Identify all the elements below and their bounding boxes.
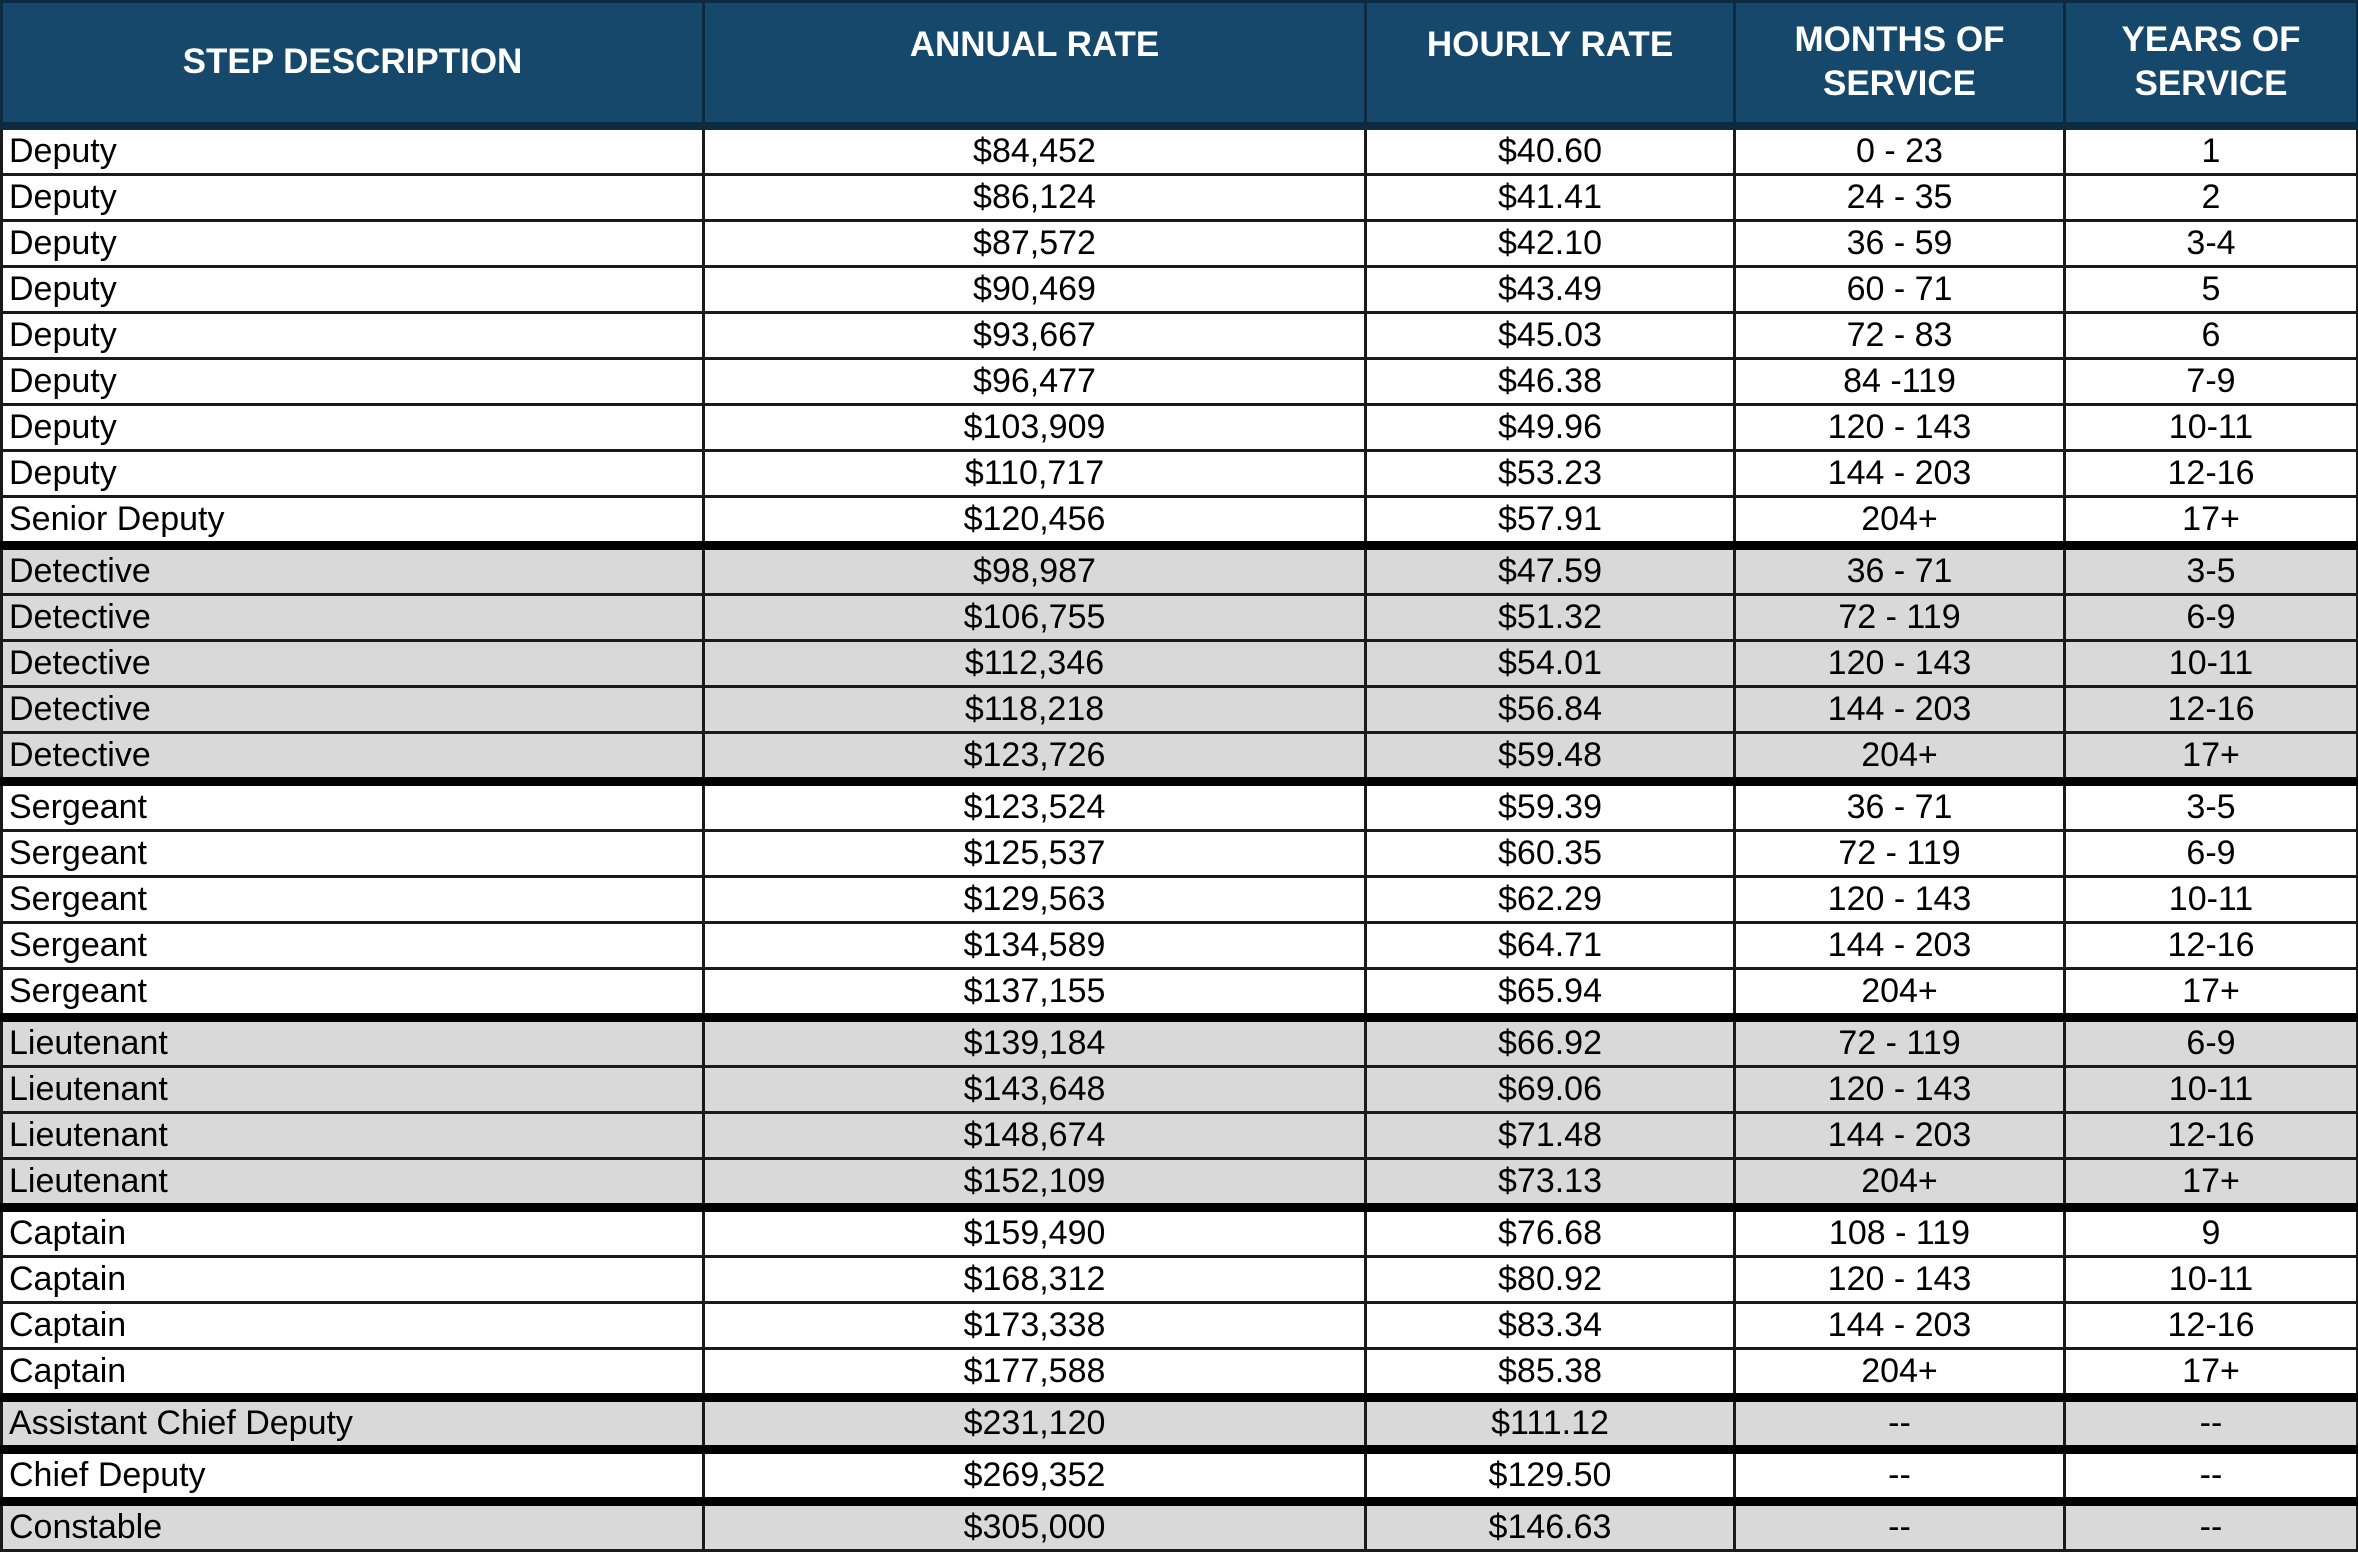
cell-annual-rate: $134,589 xyxy=(704,922,1366,968)
cell-years-of-service: 10-11 xyxy=(2065,1256,2358,1302)
cell-hourly-rate: $54.01 xyxy=(1366,640,1735,686)
cell-years-of-service: 10-11 xyxy=(2065,1066,2358,1112)
cell-months-of-service: 204+ xyxy=(1735,968,2065,1017)
cell-months-of-service: 72 - 83 xyxy=(1735,312,2065,358)
cell-months-of-service: 36 - 71 xyxy=(1735,545,2065,594)
cell-step-description: Detective xyxy=(2,594,704,640)
cell-years-of-service: 17+ xyxy=(2065,1348,2358,1397)
cell-annual-rate: $90,469 xyxy=(704,266,1366,312)
cell-hourly-rate: $73.13 xyxy=(1366,1158,1735,1207)
cell-hourly-rate: $60.35 xyxy=(1366,830,1735,876)
cell-hourly-rate: $53.23 xyxy=(1366,450,1735,496)
cell-annual-rate: $86,124 xyxy=(704,174,1366,220)
cell-hourly-rate: $85.38 xyxy=(1366,1348,1735,1397)
cell-months-of-service: 0 - 23 xyxy=(1735,126,2065,175)
cell-months-of-service: -- xyxy=(1735,1501,2065,1550)
cell-hourly-rate: $46.38 xyxy=(1366,358,1735,404)
cell-annual-rate: $129,563 xyxy=(704,876,1366,922)
cell-years-of-service: 3-5 xyxy=(2065,545,2358,594)
cell-months-of-service: 144 - 203 xyxy=(1735,686,2065,732)
cell-annual-rate: $305,000 xyxy=(704,1501,1366,1550)
cell-annual-rate: $87,572 xyxy=(704,220,1366,266)
cell-months-of-service: 120 - 143 xyxy=(1735,876,2065,922)
cell-months-of-service: -- xyxy=(1735,1397,2065,1449)
cell-annual-rate: $143,648 xyxy=(704,1066,1366,1112)
cell-annual-rate: $159,490 xyxy=(704,1207,1366,1256)
cell-months-of-service: 204+ xyxy=(1735,496,2065,545)
cell-years-of-service: -- xyxy=(2065,1397,2358,1449)
table-row xyxy=(2,1017,2358,1066)
cell-annual-rate: $110,717 xyxy=(704,450,1366,496)
table-row xyxy=(2,1449,2358,1501)
header-months-of-service: MONTHS OF SERVICE xyxy=(1735,2,2065,126)
table-row xyxy=(2,922,2358,968)
cell-annual-rate: $125,537 xyxy=(704,830,1366,876)
cell-annual-rate: $231,120 xyxy=(704,1397,1366,1449)
table-row xyxy=(2,876,2358,922)
cell-step-description: Captain xyxy=(2,1256,704,1302)
cell-months-of-service: 72 - 119 xyxy=(1735,830,2065,876)
cell-months-of-service: 204+ xyxy=(1735,732,2065,781)
cell-step-description: Detective xyxy=(2,640,704,686)
table-row xyxy=(2,781,2358,830)
cell-hourly-rate: $40.60 xyxy=(1366,126,1735,175)
table-row xyxy=(2,1397,2358,1449)
cell-months-of-service: 84 -119 xyxy=(1735,358,2065,404)
cell-years-of-service: 6-9 xyxy=(2065,830,2358,876)
cell-step-description: Deputy xyxy=(2,312,704,358)
cell-months-of-service: 108 - 119 xyxy=(1735,1207,2065,1256)
cell-hourly-rate: $111.12 xyxy=(1366,1397,1735,1449)
cell-years-of-service: 17+ xyxy=(2065,496,2358,545)
cell-years-of-service: 2 xyxy=(2065,174,2358,220)
header-hourly-rate: HOURLY RATE xyxy=(1366,2,1735,126)
cell-hourly-rate: $146.63 xyxy=(1366,1501,1735,1550)
cell-step-description: Detective xyxy=(2,545,704,594)
cell-months-of-service: 36 - 59 xyxy=(1735,220,2065,266)
cell-years-of-service: 6 xyxy=(2065,312,2358,358)
table-row xyxy=(2,1066,2358,1112)
header-years-of-service: YEARS OF SERVICE xyxy=(2065,2,2358,126)
cell-step-description: Sergeant xyxy=(2,781,704,830)
cell-annual-rate: $118,218 xyxy=(704,686,1366,732)
table-row xyxy=(2,1348,2358,1397)
table-row xyxy=(2,450,2358,496)
table-row xyxy=(2,545,2358,594)
cell-months-of-service: 72 - 119 xyxy=(1735,1017,2065,1066)
cell-hourly-rate: $83.34 xyxy=(1366,1302,1735,1348)
header-row xyxy=(2,2,2358,126)
cell-step-description: Deputy xyxy=(2,266,704,312)
cell-years-of-service: 10-11 xyxy=(2065,876,2358,922)
cell-annual-rate: $112,346 xyxy=(704,640,1366,686)
cell-annual-rate: $123,726 xyxy=(704,732,1366,781)
cell-annual-rate: $96,477 xyxy=(704,358,1366,404)
cell-hourly-rate: $64.71 xyxy=(1366,922,1735,968)
cell-step-description: Assistant Chief Deputy xyxy=(2,1397,704,1449)
cell-annual-rate: $84,452 xyxy=(704,126,1366,175)
cell-months-of-service: 72 - 119 xyxy=(1735,594,2065,640)
table-row xyxy=(2,1158,2358,1207)
cell-step-description: Lieutenant xyxy=(2,1066,704,1112)
cell-years-of-service: 1 xyxy=(2065,126,2358,175)
cell-years-of-service: 10-11 xyxy=(2065,640,2358,686)
cell-months-of-service: 120 - 143 xyxy=(1735,640,2065,686)
cell-hourly-rate: $47.59 xyxy=(1366,545,1735,594)
cell-hourly-rate: $129.50 xyxy=(1366,1449,1735,1501)
table-row xyxy=(2,1207,2358,1256)
cell-annual-rate: $106,755 xyxy=(704,594,1366,640)
header-step-description: STEP DESCRIPTION xyxy=(2,2,704,126)
cell-annual-rate: $103,909 xyxy=(704,404,1366,450)
cell-hourly-rate: $57.91 xyxy=(1366,496,1735,545)
cell-years-of-service: 17+ xyxy=(2065,968,2358,1017)
cell-step-description: Deputy xyxy=(2,358,704,404)
cell-hourly-rate: $71.48 xyxy=(1366,1112,1735,1158)
cell-annual-rate: $152,109 xyxy=(704,1158,1366,1207)
table-row xyxy=(2,358,2358,404)
table-row xyxy=(2,404,2358,450)
cell-years-of-service: 9 xyxy=(2065,1207,2358,1256)
cell-annual-rate: $139,184 xyxy=(704,1017,1366,1066)
table-row xyxy=(2,266,2358,312)
cell-hourly-rate: $76.68 xyxy=(1366,1207,1735,1256)
cell-months-of-service: 204+ xyxy=(1735,1158,2065,1207)
cell-annual-rate: $168,312 xyxy=(704,1256,1366,1302)
table-row xyxy=(2,1302,2358,1348)
cell-hourly-rate: $69.06 xyxy=(1366,1066,1735,1112)
cell-years-of-service: 17+ xyxy=(2065,732,2358,781)
table-row xyxy=(2,968,2358,1017)
cell-years-of-service: 7-9 xyxy=(2065,358,2358,404)
cell-hourly-rate: $59.39 xyxy=(1366,781,1735,830)
cell-annual-rate: $98,987 xyxy=(704,545,1366,594)
cell-years-of-service: 6-9 xyxy=(2065,1017,2358,1066)
cell-step-description: Lieutenant xyxy=(2,1017,704,1066)
cell-hourly-rate: $80.92 xyxy=(1366,1256,1735,1302)
cell-years-of-service: 3-4 xyxy=(2065,220,2358,266)
cell-hourly-rate: $42.10 xyxy=(1366,220,1735,266)
cell-step-description: Constable xyxy=(2,1501,704,1550)
cell-months-of-service: 204+ xyxy=(1735,1348,2065,1397)
cell-step-description: Sergeant xyxy=(2,876,704,922)
cell-months-of-service: 120 - 143 xyxy=(1735,1066,2065,1112)
table-row xyxy=(2,174,2358,220)
cell-step-description: Deputy xyxy=(2,450,704,496)
cell-step-description: Sergeant xyxy=(2,968,704,1017)
cell-years-of-service: 6-9 xyxy=(2065,594,2358,640)
cell-annual-rate: $269,352 xyxy=(704,1449,1366,1501)
header-annual-rate: ANNUAL RATE xyxy=(704,2,1366,126)
cell-annual-rate: $120,456 xyxy=(704,496,1366,545)
cell-months-of-service: 144 - 203 xyxy=(1735,1302,2065,1348)
cell-hourly-rate: $45.03 xyxy=(1366,312,1735,358)
cell-months-of-service: 36 - 71 xyxy=(1735,781,2065,830)
cell-hourly-rate: $59.48 xyxy=(1366,732,1735,781)
cell-step-description: Detective xyxy=(2,732,704,781)
cell-years-of-service: 5 xyxy=(2065,266,2358,312)
cell-annual-rate: $177,588 xyxy=(704,1348,1366,1397)
cell-months-of-service: 24 - 35 xyxy=(1735,174,2065,220)
table-row xyxy=(2,220,2358,266)
table-body xyxy=(2,126,2358,1551)
cell-step-description: Lieutenant xyxy=(2,1158,704,1207)
cell-hourly-rate: $66.92 xyxy=(1366,1017,1735,1066)
table-row xyxy=(2,686,2358,732)
cell-step-description: Lieutenant xyxy=(2,1112,704,1158)
table-header xyxy=(2,2,2358,126)
cell-hourly-rate: $41.41 xyxy=(1366,174,1735,220)
cell-years-of-service: 12-16 xyxy=(2065,922,2358,968)
cell-months-of-service: 144 - 203 xyxy=(1735,450,2065,496)
cell-years-of-service: 12-16 xyxy=(2065,686,2358,732)
cell-annual-rate: $93,667 xyxy=(704,312,1366,358)
cell-hourly-rate: $65.94 xyxy=(1366,968,1735,1017)
cell-step-description: Captain xyxy=(2,1207,704,1256)
cell-months-of-service: 60 - 71 xyxy=(1735,266,2065,312)
cell-step-description: Detective xyxy=(2,686,704,732)
cell-months-of-service: -- xyxy=(1735,1449,2065,1501)
table-row xyxy=(2,1256,2358,1302)
table-row xyxy=(2,732,2358,781)
cell-months-of-service: 144 - 203 xyxy=(1735,1112,2065,1158)
cell-step-description: Deputy xyxy=(2,220,704,266)
cell-step-description: Senior Deputy xyxy=(2,496,704,545)
table-row xyxy=(2,1112,2358,1158)
cell-step-description: Sergeant xyxy=(2,922,704,968)
cell-years-of-service: -- xyxy=(2065,1501,2358,1550)
cell-step-description: Deputy xyxy=(2,174,704,220)
cell-hourly-rate: $56.84 xyxy=(1366,686,1735,732)
cell-years-of-service: -- xyxy=(2065,1449,2358,1501)
table-row xyxy=(2,496,2358,545)
cell-years-of-service: 3-5 xyxy=(2065,781,2358,830)
table-row xyxy=(2,126,2358,175)
table-row xyxy=(2,640,2358,686)
cell-step-description: Chief Deputy xyxy=(2,1449,704,1501)
cell-years-of-service: 12-16 xyxy=(2065,1302,2358,1348)
cell-months-of-service: 120 - 143 xyxy=(1735,1256,2065,1302)
cell-years-of-service: 17+ xyxy=(2065,1158,2358,1207)
cell-annual-rate: $123,524 xyxy=(704,781,1366,830)
cell-months-of-service: 144 - 203 xyxy=(1735,922,2065,968)
cell-hourly-rate: $51.32 xyxy=(1366,594,1735,640)
cell-years-of-service: 12-16 xyxy=(2065,1112,2358,1158)
table-row xyxy=(2,594,2358,640)
cell-years-of-service: 12-16 xyxy=(2065,450,2358,496)
table-row xyxy=(2,312,2358,358)
table-row xyxy=(2,1501,2358,1550)
cell-step-description: Captain xyxy=(2,1302,704,1348)
cell-step-description: Deputy xyxy=(2,404,704,450)
cell-step-description: Sergeant xyxy=(2,830,704,876)
cell-step-description: Captain xyxy=(2,1348,704,1397)
cell-years-of-service: 10-11 xyxy=(2065,404,2358,450)
cell-annual-rate: $148,674 xyxy=(704,1112,1366,1158)
cell-annual-rate: $173,338 xyxy=(704,1302,1366,1348)
cell-annual-rate: $137,155 xyxy=(704,968,1366,1017)
cell-hourly-rate: $49.96 xyxy=(1366,404,1735,450)
table-row xyxy=(2,830,2358,876)
cell-hourly-rate: $43.49 xyxy=(1366,266,1735,312)
cell-step-description: Deputy xyxy=(2,126,704,175)
cell-hourly-rate: $62.29 xyxy=(1366,876,1735,922)
cell-months-of-service: 120 - 143 xyxy=(1735,404,2065,450)
